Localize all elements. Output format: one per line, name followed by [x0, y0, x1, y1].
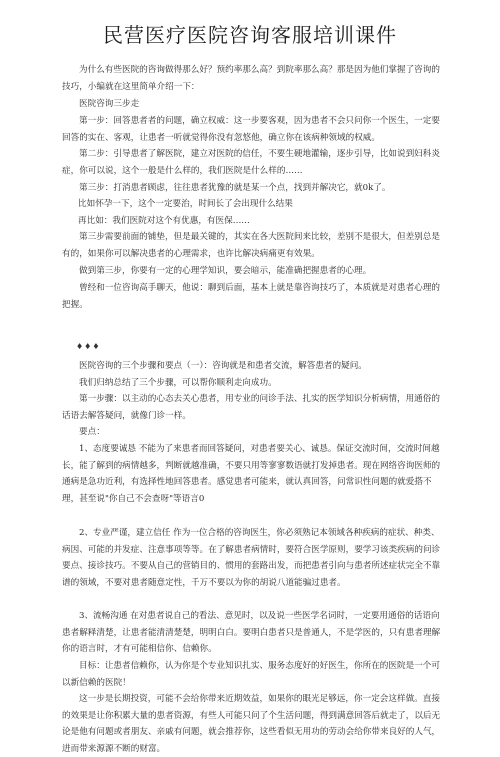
document-title: 民营医疗医院咨询客服培训课件: [103, 23, 397, 47]
heading-three-steps: 医院咨询三步走: [79, 99, 140, 109]
psychology-paragraph: 做到第三步，你要有一定的心理学知识，要会暗示，能准确把握患者的心理。: [79, 266, 372, 276]
key-points-label: 要点：: [79, 427, 105, 437]
step3-detail-paragraph: 第三步需要前面的铺垫，但是最关键的，其实在各大医院间来比较，差别不是很大，但差别总是有的，如果你可以解决患者的心理需求，也许比解决病痛更有效果。: [62, 232, 440, 259]
point2-professional: 2、专业严谨，建立信任 作为一位合格的咨询医生，你必须熟记本领域各种疾病的症状、种类、病因、可能的并发症、注意事项等等。在了解患者病情时，要符合医学原则，要学习该类疾病的问诊要点、接诊技巧。不要从自己的营销目的、惯用的套路出发，而把患者引向与患者所述症状完全不靠谱的领域，不要对患者随意定性，千万不要以为你的胡说八道能骗过患者。: [62, 528, 441, 588]
step1-paragraph: 第一步：回答患者者的问题，确立权威：这一步要客观，因为患者不会只问你一个医生，一定要回答的实在、客观，让患者一听就觉得你没有忽悠他，确立你在该病种领域的权威。: [62, 116, 440, 143]
expert-quote-paragraph: 曾经和一位咨询高手聊天，他说：聊到后面，基本上就是靠咨询技巧了，本质就是对患者心理的把握。: [62, 283, 440, 310]
point3-communication: 3、流畅沟通 在对患者说自己的看法、意见时，以及说一些医学名词时，一定要用通俗的话语向患者解释清楚，让患者能清清楚楚，明明白白。要明白患者只是普通人，不是学医的，只有患者理解你的语言时，才有可能相信你、信赖你。: [62, 611, 441, 654]
section2-intro: 医院咨询的三个步骤和要点（一）：咨询就是和患者交流，解答患者的疑问。: [79, 361, 367, 371]
step2-paragraph: 第二步：引导患者了解医院，建立对医院的信任，不要生硬地灌输，逐步引导，比如说到妇科炎症，你可以说，这个一般是什么样的，我们医院是什么样的……: [62, 149, 440, 176]
section2-summary: 我们归纳总结了三个步骤，可以帮你顺利走向成功。: [79, 378, 277, 388]
intro-paragraph: 为什么有些医院的咨询做得那么好？预约率那么高？到院率那么高？那是因为他们掌握了咨询的技巧，小编就在这里简单介绍一下：: [62, 65, 440, 92]
goal-paragraph: 目标：让患者信赖你，认为你是个专业知识扎实、服务态度好的好医生，你所在的医院是一个可以新信赖的医院！: [62, 661, 440, 688]
section-separator: ♦♦♦: [76, 342, 101, 351]
long-term-paragraph: 这一步是长期投资，可能不会给你带来近期效益，如果你的眼光足够远，你一定会这样做。直接的效果是让你积累大量的患者资源，有些人可能只问了个生活问题，得到满意回答后就走了，以后无论是他有问题或者朋友、亲戚有问题，就会推荐你，这些看似无用功的劳动会给你带来良好的人气，进而带来源源不断的财富。: [62, 694, 441, 754]
section2-step1: 第一步骤：以主动的心态去关心患者，用专业的问诊手法、扎实的医学知识分析病情，用通俗的话语去解答疑问，就像门诊一样。: [62, 394, 440, 421]
step3-paragraph: 第三步：打消患者顾虑，往往患者犹豫的就是某一个点，找到并解决它，就0k了。: [79, 183, 391, 193]
point1-attitude: 1、态度要诚恳 不能为了来患者而回答疑问，对患者要关心、诚恳。保证交流时间，交流时间越长，能了解到的病情越多，判断就越准确，不要只用等寥寥数语就打发掉患者。现在网络咨询医师的通病是急功近利，有选择性地回答患者。感觉患者可能来，就认真回答，问常识性问题的就爱搭不理，甚至说"你自己不会查呀"等语言0: [62, 444, 441, 504]
example-paragraph-2: 再比如：我们医院对这个有优惠，有医保……: [78, 216, 250, 226]
example-paragraph-1: 比如怀孕一下，这个一定要治，时间长了会出现什么结果: [78, 199, 293, 209]
